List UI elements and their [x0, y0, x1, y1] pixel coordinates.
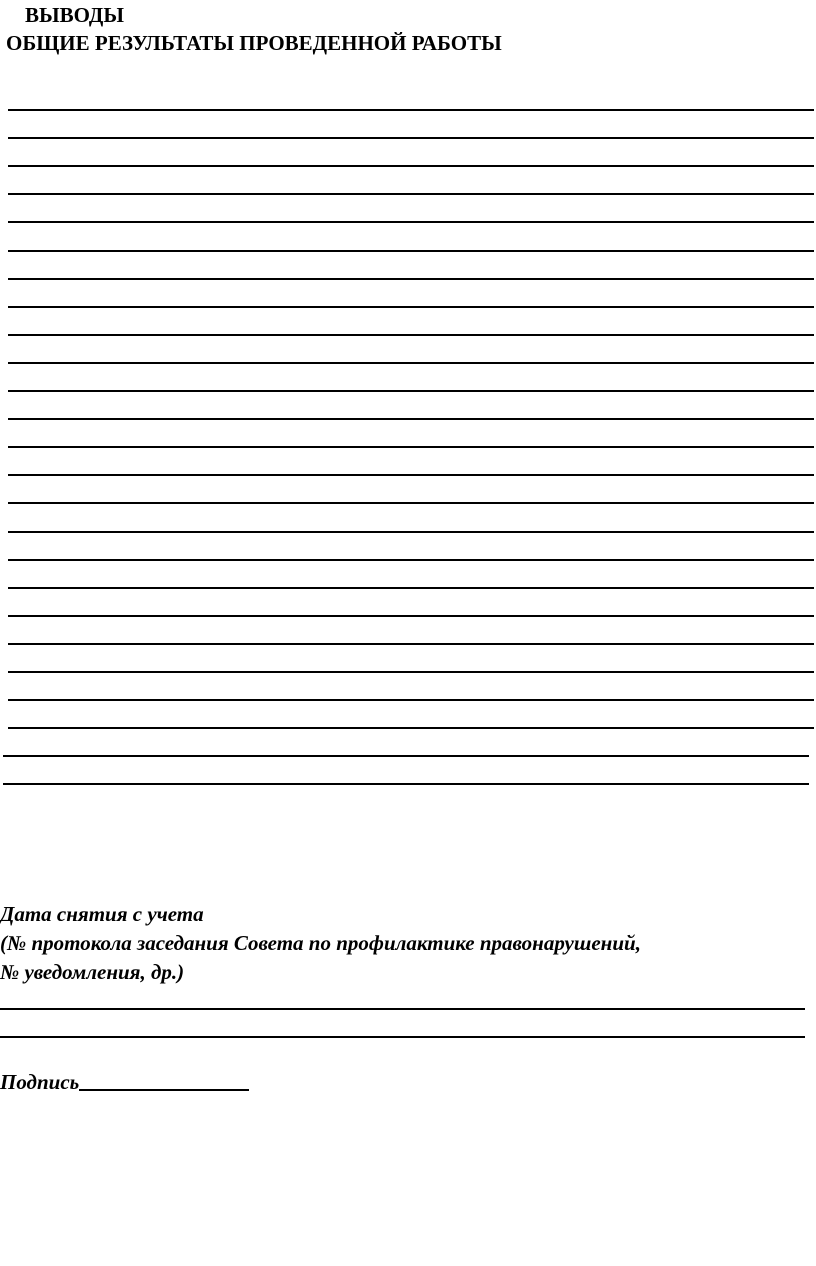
signature-row	[0, 1070, 249, 1094]
results-line[interactable]	[8, 643, 814, 645]
results-line[interactable]	[8, 559, 814, 561]
results-line[interactable]	[8, 165, 814, 167]
results-line[interactable]	[8, 137, 814, 139]
results-line[interactable]	[8, 418, 814, 420]
results-line[interactable]	[8, 474, 814, 476]
signature-label: Подпись	[0, 1070, 80, 1094]
results-line[interactable]	[8, 278, 814, 280]
removal-date-label: Дата снятия с учета	[0, 902, 204, 926]
results-line[interactable]	[8, 446, 814, 448]
results-line[interactable]	[8, 615, 814, 617]
signature-field[interactable]	[79, 1089, 249, 1091]
results-line[interactable]	[8, 727, 814, 729]
results-line[interactable]	[8, 671, 814, 673]
removal-info-line[interactable]	[0, 1008, 805, 1010]
results-line[interactable]	[3, 755, 809, 757]
results-line[interactable]	[8, 221, 814, 223]
results-line[interactable]	[8, 250, 814, 252]
results-line[interactable]	[8, 306, 814, 308]
heading-results: ОБЩИЕ РЕЗУЛЬТАТЫ ПРОВЕДЕННОЙ РАБОТЫ	[6, 31, 502, 55]
results-line[interactable]	[8, 531, 814, 533]
results-line[interactable]	[8, 587, 814, 589]
protocol-note-line1: (№ протокола заседания Совета по профилактике правонарушений,	[0, 931, 641, 955]
results-line[interactable]	[8, 390, 814, 392]
removal-info-line[interactable]	[0, 1036, 805, 1038]
results-line[interactable]	[3, 783, 809, 785]
results-line[interactable]	[8, 502, 814, 504]
results-line[interactable]	[8, 109, 814, 111]
heading-conclusions: ВЫВОДЫ	[25, 3, 124, 27]
results-line[interactable]	[8, 334, 814, 336]
protocol-note-line2: № уведомления, др.)	[0, 960, 185, 984]
results-line[interactable]	[8, 362, 814, 364]
results-line[interactable]	[8, 193, 814, 195]
results-line[interactable]	[8, 699, 814, 701]
